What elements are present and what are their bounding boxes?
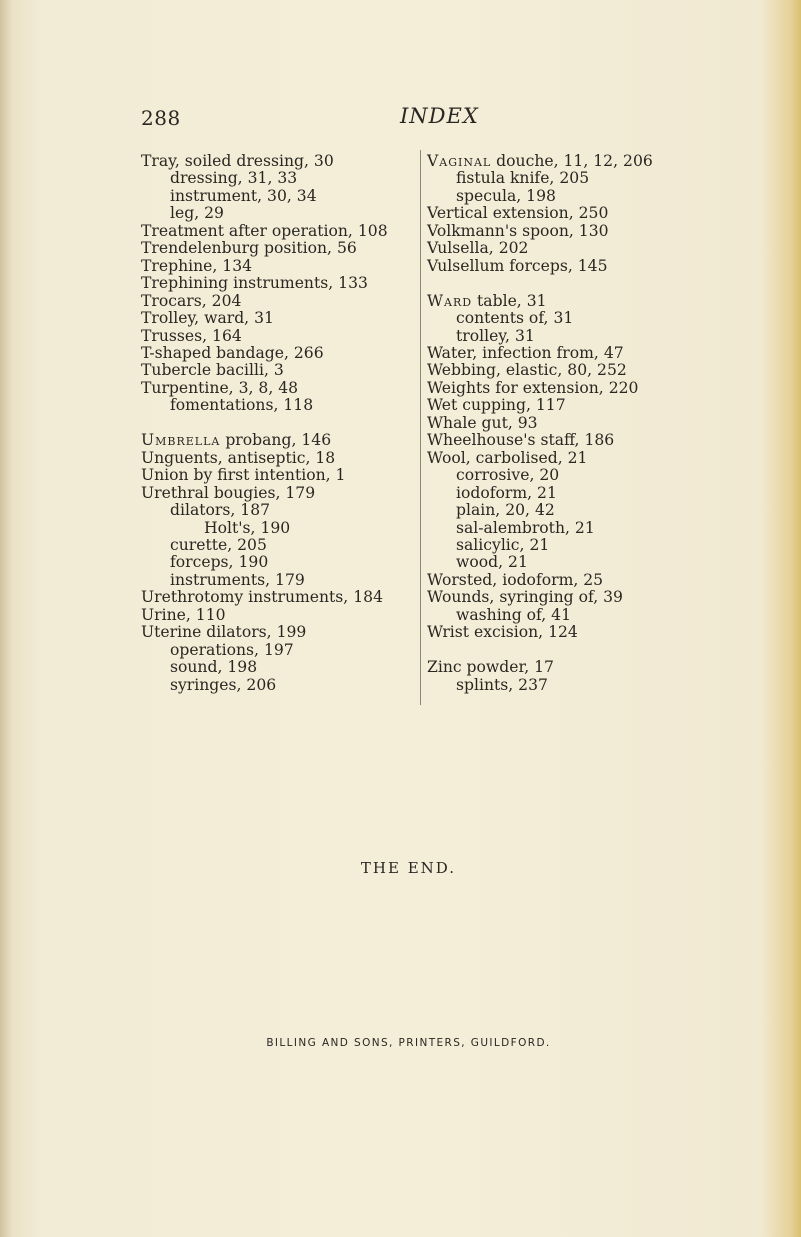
index-entry-text: operations, 197 bbox=[170, 640, 294, 659]
index-entry-text: dilators, 187 bbox=[170, 501, 271, 520]
index-entry-text: Volkmann's spoon, 130 bbox=[427, 221, 609, 240]
index-entry-text: trolley, 31 bbox=[456, 326, 535, 345]
index-entry-text: Tray, soiled dressing, 30 bbox=[141, 152, 334, 170]
index-entry-text: table, 31 bbox=[472, 291, 547, 310]
book-spine-shadow bbox=[0, 0, 12, 1237]
index-entry-lead: Vaginal bbox=[427, 152, 492, 170]
index-entry bbox=[141, 188, 421, 205]
index-entry bbox=[427, 397, 727, 414]
index-entry-text: specula, 198 bbox=[456, 186, 556, 205]
index-entry bbox=[427, 223, 727, 240]
index-entry bbox=[427, 520, 727, 537]
index-entry-lead: Umbrella bbox=[141, 431, 221, 450]
index-entry bbox=[427, 153, 727, 170]
index-entry bbox=[427, 677, 727, 694]
index-entry-text: Worsted, iodoform, 25 bbox=[427, 570, 604, 589]
index-entry bbox=[141, 467, 421, 484]
index-entry bbox=[141, 537, 421, 554]
index-entry-text: Weights for extension, 220 bbox=[427, 378, 639, 397]
index-column-left bbox=[141, 153, 421, 694]
index-entry-text: Zinc powder, 17 bbox=[427, 658, 554, 677]
index-entry bbox=[427, 450, 727, 467]
index-entry bbox=[141, 380, 421, 397]
index-entry-text: washing of, 41 bbox=[456, 605, 572, 624]
index-entry bbox=[427, 624, 727, 641]
index-entry-text: Vulsellum forceps, 145 bbox=[427, 256, 608, 275]
index-entry bbox=[141, 624, 421, 641]
index-entry-text: instruments, 179 bbox=[170, 570, 305, 589]
page-number: 288 bbox=[141, 106, 181, 130]
index-entry-text: dressing, 31, 33 bbox=[170, 169, 298, 188]
index-entry bbox=[141, 362, 421, 379]
index-column-right bbox=[427, 153, 727, 694]
index-entry bbox=[141, 223, 421, 240]
index-entry-text: splints, 237 bbox=[456, 675, 548, 694]
index-entry-text: Trolley, ward, 31 bbox=[141, 309, 274, 328]
index-entry-text: Vulsella, 202 bbox=[427, 239, 529, 258]
index-entry-text: Tubercle bacilli, 3 bbox=[141, 361, 284, 380]
index-entry bbox=[427, 205, 727, 222]
index-entry bbox=[141, 258, 421, 275]
index-entry-text: fomentations, 118 bbox=[170, 396, 314, 415]
index-entry-text: plain, 20, 42 bbox=[456, 501, 555, 520]
index-entry-text: Turpentine, 3, 8, 48 bbox=[141, 378, 299, 397]
index-entry bbox=[141, 310, 421, 327]
index-entry bbox=[427, 554, 727, 571]
index-entry bbox=[141, 642, 421, 659]
index-entry bbox=[141, 554, 421, 571]
index-entry bbox=[141, 677, 421, 694]
index-entry-text: sal-alembroth, 21 bbox=[456, 518, 595, 537]
index-entry-text: contents of, 31 bbox=[456, 309, 574, 328]
index-entry-text: curette, 205 bbox=[170, 535, 267, 554]
index-entry bbox=[141, 572, 421, 589]
index-entry-text: salicylic, 21 bbox=[456, 535, 550, 554]
index-entry bbox=[427, 485, 727, 502]
index-entry bbox=[427, 432, 727, 449]
index-entry-text: wood, 21 bbox=[456, 553, 528, 572]
index-entry bbox=[141, 589, 421, 606]
index-entry bbox=[141, 240, 421, 257]
index-entry-text: Water, infection from, 47 bbox=[427, 343, 624, 362]
index-entry bbox=[141, 520, 421, 537]
index-entry-text: probang, 146 bbox=[220, 431, 332, 450]
index-entry-text: Trocars, 204 bbox=[141, 291, 242, 310]
index-entry-text: Wool, carbolised, 21 bbox=[427, 448, 588, 467]
index-entry-text: Webbing, elastic, 80, 252 bbox=[427, 361, 627, 380]
index-entry-text: instrument, 30, 34 bbox=[170, 186, 317, 205]
index-entry-text: Treatment after operation, 108 bbox=[141, 221, 388, 240]
the-end-text: THE END. bbox=[360, 859, 457, 877]
index-entry bbox=[427, 328, 727, 345]
index-entry-text: sound, 198 bbox=[170, 658, 258, 677]
index-entry-text: Urethral bougies, 179 bbox=[141, 483, 316, 502]
index-entry-text: Union by first intention, 1 bbox=[141, 466, 346, 485]
index-gap bbox=[427, 275, 727, 292]
index-entry-text: T-shaped bandage, 266 bbox=[141, 343, 324, 362]
index-entry-text: syringes, 206 bbox=[170, 675, 277, 694]
index-entry-text: Holt's, 190 bbox=[204, 518, 291, 537]
index-entry bbox=[427, 170, 727, 187]
index-entry bbox=[427, 240, 727, 257]
column-divider bbox=[420, 150, 421, 705]
index-entry-text: leg, 29 bbox=[170, 204, 224, 223]
index-entry bbox=[427, 310, 727, 327]
index-entry bbox=[141, 502, 421, 519]
index-entry bbox=[427, 362, 727, 379]
index-entry-text: Trephine, 134 bbox=[141, 256, 253, 275]
index-entry-text: Trendelenburg position, 56 bbox=[141, 239, 357, 258]
index-entry bbox=[427, 415, 727, 432]
index-entry bbox=[141, 205, 421, 222]
index-entry bbox=[141, 432, 421, 449]
index-entry bbox=[141, 293, 421, 310]
index-entry bbox=[427, 345, 727, 362]
index-entry-text: Urethrotomy instruments, 184 bbox=[141, 588, 383, 607]
index-entry bbox=[141, 397, 421, 414]
index-entry bbox=[141, 275, 421, 292]
index-entry-text: Trephining instruments, 133 bbox=[141, 274, 368, 293]
index-entry bbox=[427, 589, 727, 606]
index-entry bbox=[427, 188, 727, 205]
index-entry-text: forceps, 190 bbox=[170, 553, 269, 572]
index-entry bbox=[427, 607, 727, 624]
index-entry bbox=[427, 502, 727, 519]
index-entry bbox=[141, 328, 421, 345]
index-entry-text: Wheelhouse's staff, 186 bbox=[427, 431, 615, 450]
index-entry bbox=[141, 607, 421, 624]
index-entry bbox=[141, 450, 421, 467]
index-entry-text: Whale gut, 93 bbox=[427, 413, 538, 432]
index-entry-text: iodoform, 21 bbox=[456, 483, 557, 502]
index-entry-text: Urine, 110 bbox=[141, 605, 226, 624]
index-entry-text: Trusses, 164 bbox=[141, 326, 242, 345]
index-entry bbox=[427, 293, 727, 310]
index-entry bbox=[427, 380, 727, 397]
index-entry-text: fistula knife, 205 bbox=[456, 169, 590, 188]
index-entry-text: Wounds, syringing of, 39 bbox=[427, 588, 623, 607]
index-gap bbox=[427, 642, 727, 659]
index-entry bbox=[427, 659, 727, 676]
index-entry bbox=[141, 170, 421, 187]
index-entry bbox=[141, 153, 421, 170]
index-entry bbox=[141, 659, 421, 676]
index-entry bbox=[141, 345, 421, 362]
index-entry-text: douche, 11, 12, 206 bbox=[491, 152, 653, 170]
index-entry bbox=[427, 467, 727, 484]
index-entry-text: corrosive, 20 bbox=[456, 466, 560, 485]
printer-imprint: BILLING AND SONS, PRINTERS, GUILDFORD. bbox=[266, 1037, 551, 1049]
index-entry-text: Vertical extension, 250 bbox=[427, 204, 609, 223]
index-gap bbox=[141, 415, 421, 432]
index-entry-lead: Ward bbox=[427, 291, 473, 310]
running-head: INDEX bbox=[400, 104, 479, 128]
index-entry-text: Unguents, antiseptic, 18 bbox=[141, 448, 336, 467]
index-entry-text: Wrist excision, 124 bbox=[427, 623, 578, 642]
index-entry bbox=[141, 485, 421, 502]
page-header bbox=[0, 104, 801, 134]
index-entry-text: Uterine dilators, 199 bbox=[141, 623, 307, 642]
index-entry bbox=[427, 258, 727, 275]
index-entry-text: Wet cupping, 117 bbox=[427, 396, 566, 415]
index-entry bbox=[427, 537, 727, 554]
index-entry bbox=[427, 572, 727, 589]
